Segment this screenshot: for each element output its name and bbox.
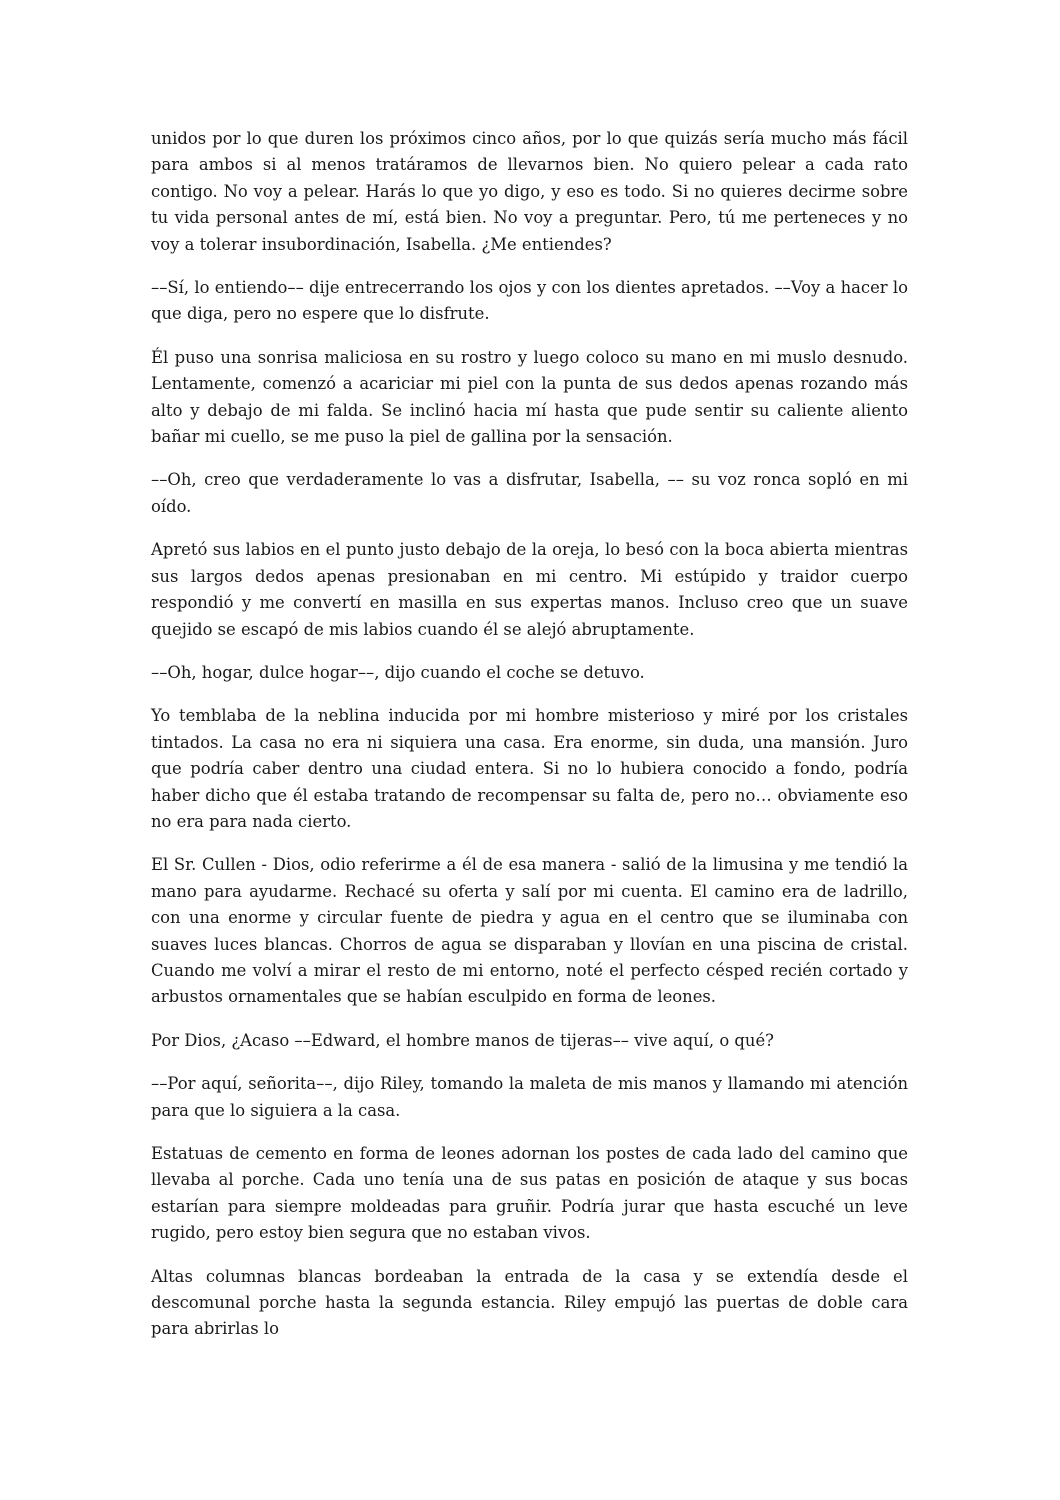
paragraph-8: El Sr. Cullen - Dios, odio referirme a él de esa manera - salió de la limusina y me tendió la mano para ayudarme. Rechacé su oferta y salí por mi cuenta. El camino era de ladrillo, con una enorme y circular fuente de piedra y agua en el centro que se iluminaba con suaves luces blancas. Chorros de agua se disparaban y llovían en una piscina de cristal. Cuando me volví a mirar el resto de mi entorno, noté el perfecto césped recién cortado y arbustos ornamentales que se habían esculpido en forma de leones.: [151, 855, 908, 1007]
paragraph-1: unidos por lo que duren los próximos cinco años, por lo que quizás sería mucho más fácil para ambos si al menos tratáramos de llevarnos bien. No quiero pelear a cada rato contigo. No voy a pelear. Harás lo que yo digo, y eso es todo. Si no quieres decirme sobre tu vida personal antes de mí, está bien. No voy a preguntar. Pero, tú me perteneces y no voy a tolerar insubordinación, Isabella. ¿Me entiendes?: [151, 129, 908, 254]
paragraph-7: Yo temblaba de la neblina inducida por mi hombre misterioso y miré por los cristales tintados. La casa no era ni siquiera una casa. Era enorme, sin duda, una mansión. Juro que podría caber dentro una ciudad entera. Si no lo hubiera conocido a fondo, podría haber dicho que él estaba tratando de recompensar su falta de, pero no… obviamente eso no era para nada cierto.: [151, 706, 908, 831]
paragraph-2: ––Sí, lo entiendo–– dije entrecerrando los ojos y con los dientes apretados. ––Voy a hacer lo que diga, pero no espere que lo disfrute.: [151, 278, 908, 324]
paragraph-6: ––Oh, hogar, dulce hogar––, dijo cuando el coche se detuvo.: [151, 662, 645, 682]
paragraph-12: Altas columnas blancas bordeaban la entrada de la casa y se extendía desde el descomunal porche hasta la segunda estancia. Riley empujó las puertas de doble cara para abrirlas lo: [151, 1266, 908, 1339]
paragraph-10: ––Por aquí, señorita––, dijo Riley, tomando la maleta de mis manos y llamando mi atención para que lo siguiera a la casa.: [151, 1074, 908, 1120]
document-page: [151, 126, 908, 1343]
paragraph-3: Él puso una sonrisa maliciosa en su rostro y luego coloco su mano en mi muslo desnudo. Lentamente, comenzó a acariciar mi piel con la punta de sus dedos apenas rozando más alto y debajo de mi falda. Se inclinó hacia mí hasta que pude sentir su caliente aliento bañar mi cuello, se me puso la piel de gallina por la sensación.: [151, 347, 908, 447]
paragraph-11: Estatuas de cemento en forma de leones adornan los postes de cada lado del camino que llevaba al porche. Cada uno tenía una de sus patas en posición de ataque y sus bocas estarían para siempre moldeadas para gruñir. Podría jurar que hasta escuché un leve rugido, pero estoy bien segura que no estaban vivos.: [151, 1144, 908, 1243]
paragraph-5: Apretó sus labios en el punto justo debajo de la oreja, lo besó con la boca abierta mientras sus largos dedos apenas presionaban en mi centro. Mi estúpido y traidor cuerpo respondió y me convertí en masilla en sus expertas manos. Incluso creo que un suave quejido se escapó de mis labios cuando él se alejó abruptamente.: [151, 540, 908, 639]
paragraph-4: ––Oh, creo que verdaderamente lo vas a disfrutar, Isabella, –– su voz ronca sopló en mi oído.: [151, 470, 908, 516]
paragraph-9: Por Dios, ¿Acaso ––Edward, el hombre manos de tijeras–– vive aquí, o qué?: [151, 1030, 774, 1050]
